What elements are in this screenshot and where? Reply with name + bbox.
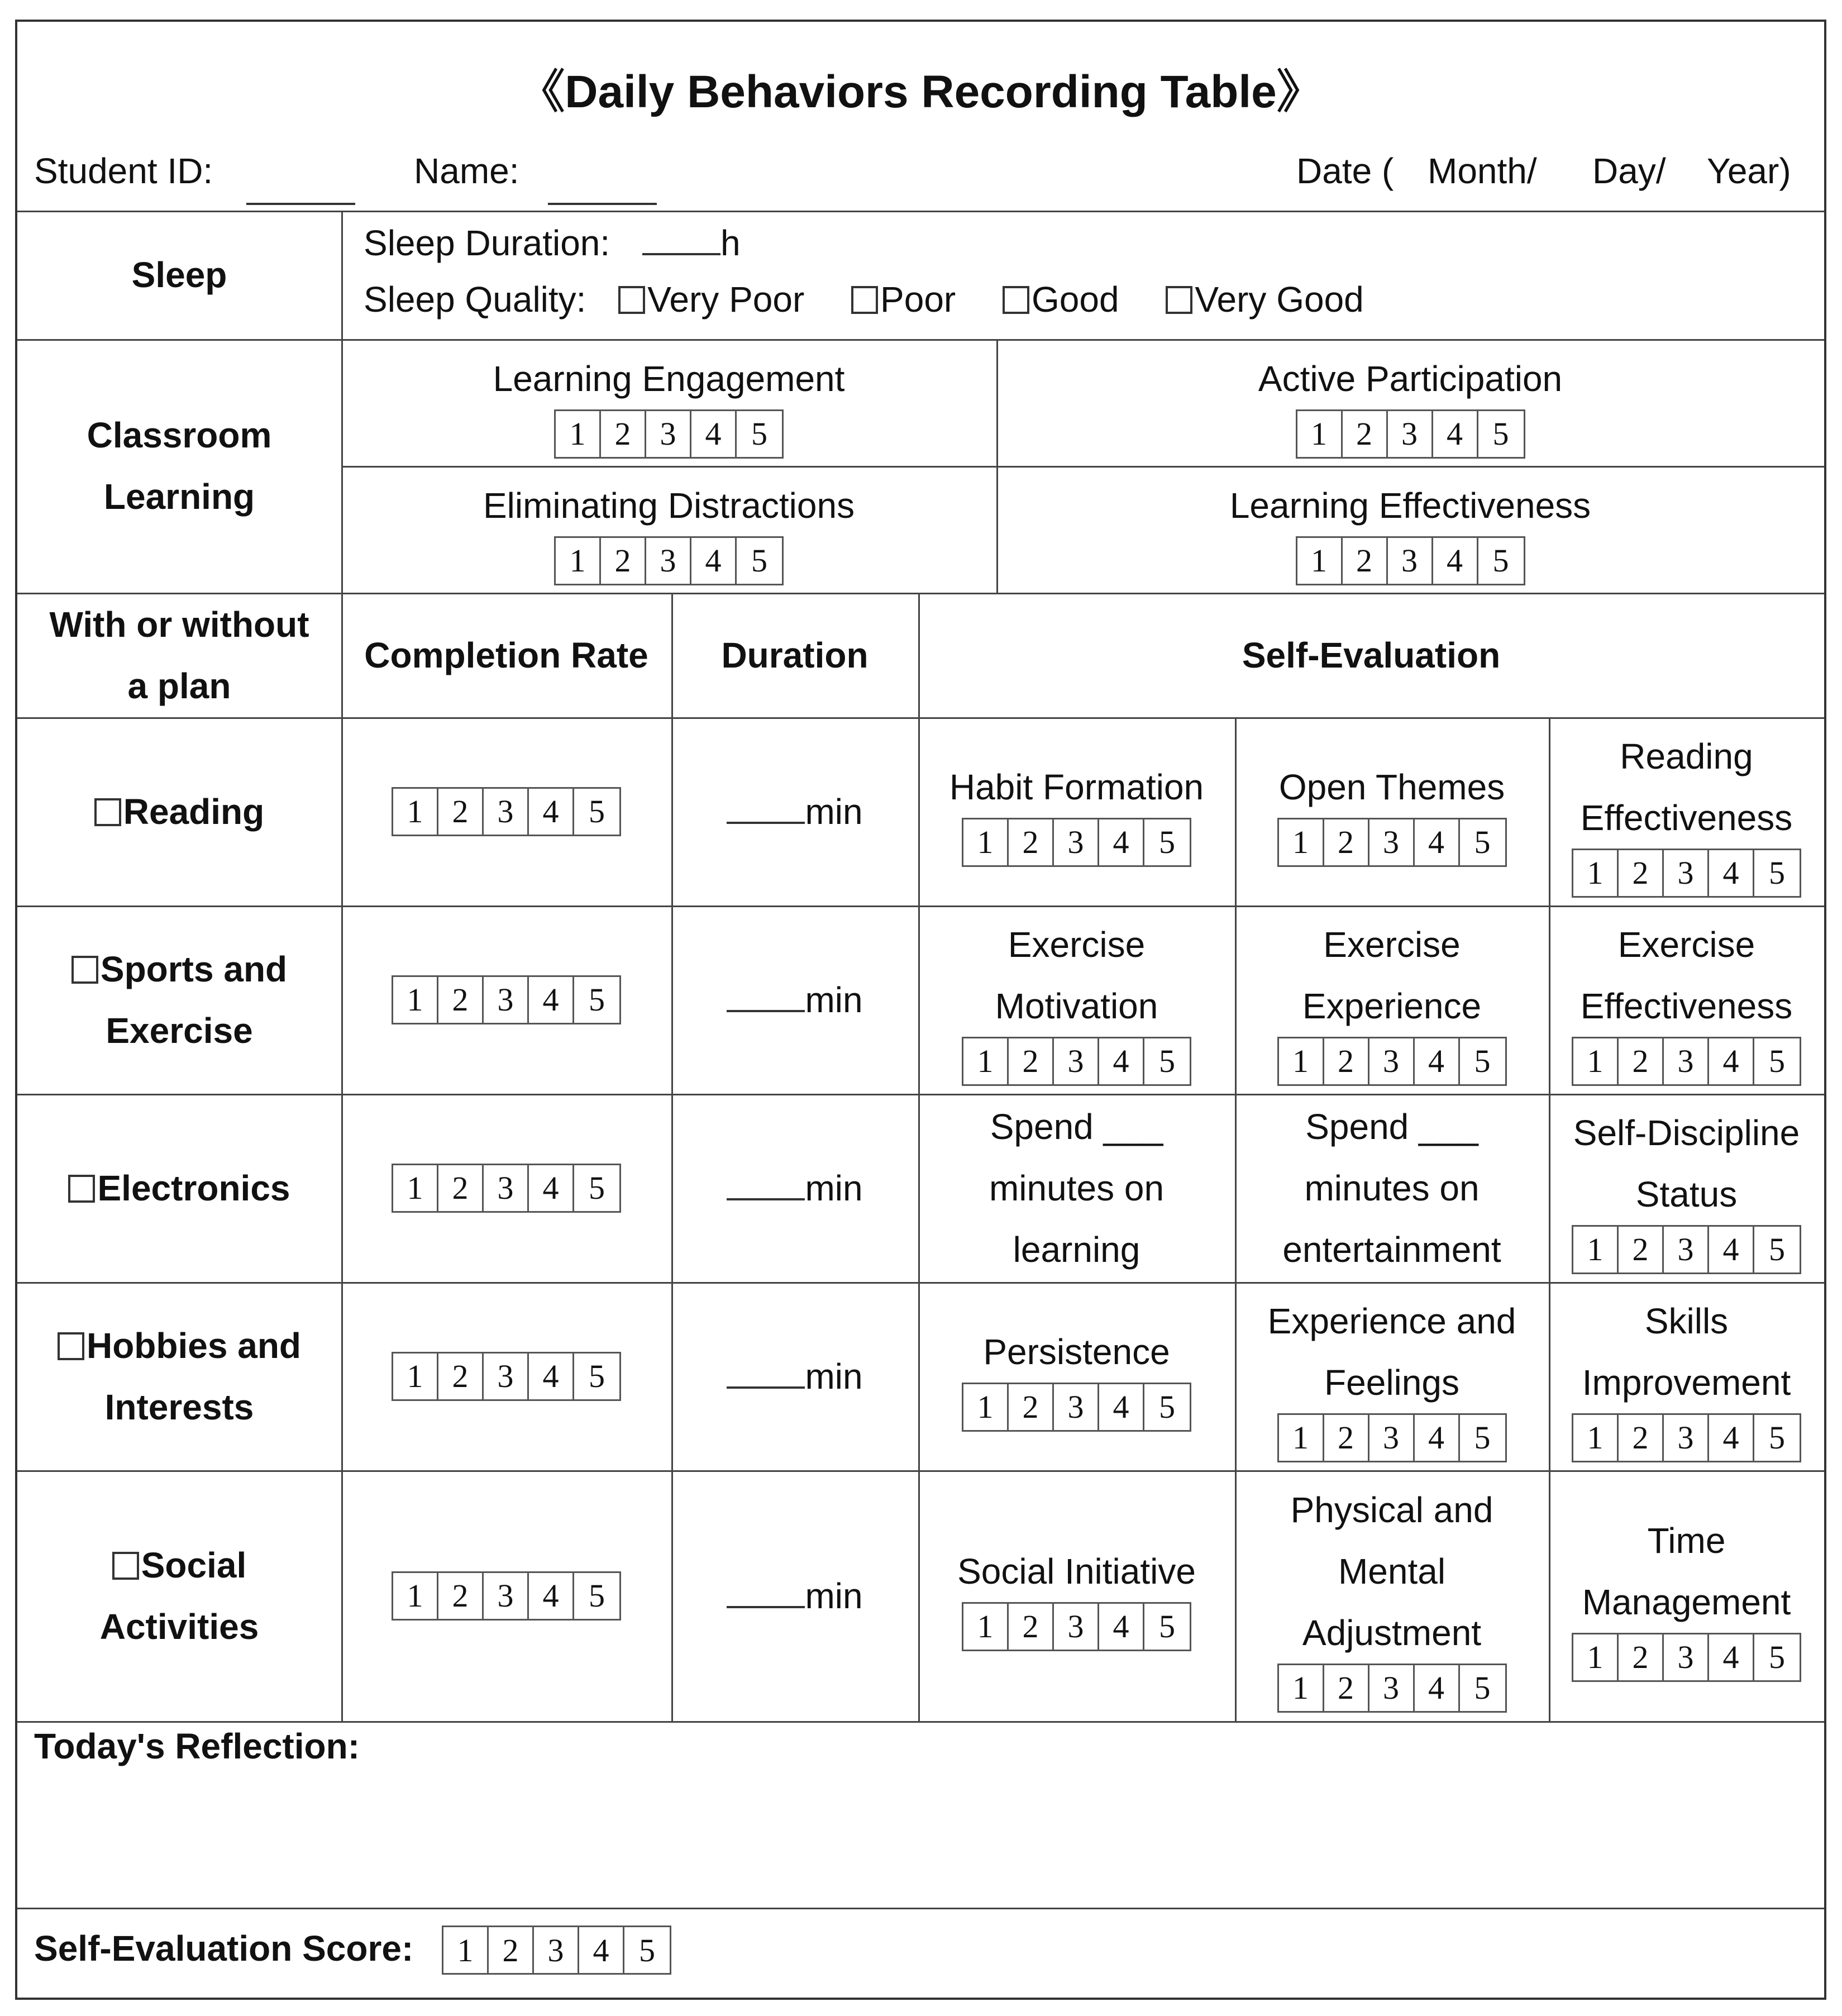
self-eval-sports-exercise-1: Exercise Motivation 1 2 3 4 5 <box>918 905 1235 1094</box>
rating-option[interactable]: 2 <box>1619 1415 1664 1461</box>
rating-option[interactable]: 1 <box>393 1353 438 1399</box>
completion-rate-reading <box>341 717 671 905</box>
rating-option[interactable]: 4 <box>1099 1038 1144 1084</box>
rating-option[interactable]: 2 <box>1324 1038 1369 1084</box>
duration-field[interactable] <box>727 1351 805 1389</box>
row-label-reading: Reading <box>17 717 341 905</box>
rating-option[interactable]: 4 <box>1433 411 1478 457</box>
duration-unit: min <box>805 1167 863 1208</box>
completion-rate-sports-exercise <box>341 905 671 1094</box>
rating-option[interactable]: 1 <box>443 1927 489 1973</box>
sleep-duration-field[interactable] <box>642 217 720 255</box>
rating-option[interactable]: 4 <box>529 1165 574 1211</box>
rating-option[interactable]: 4 <box>691 538 737 584</box>
rating-option[interactable]: 3 <box>484 1573 529 1619</box>
self-eval-social-activities-3: Time Management 1 2 3 4 5 <box>1549 1470 1824 1721</box>
rating-option[interactable]: 5 <box>1159 823 1175 860</box>
rating-option[interactable]: 5 <box>1769 1419 1785 1456</box>
rating-option[interactable]: 1 <box>963 1038 1009 1084</box>
checkbox-icon[interactable] <box>112 1552 139 1580</box>
rating-option[interactable]: 3 <box>646 411 691 457</box>
rating-option[interactable]: 4 <box>1709 1038 1754 1084</box>
rating-option[interactable]: 5 <box>589 1169 605 1206</box>
rating-option[interactable]: 5 <box>1474 1042 1491 1079</box>
rating-option[interactable]: 4 <box>1709 1415 1754 1461</box>
rating-option[interactable]: 4 <box>1709 1634 1754 1680</box>
rating-option[interactable]: 2 <box>1619 850 1664 896</box>
plan-column-header: With or without a plan <box>49 604 309 706</box>
rating-option[interactable]: 4 <box>529 789 574 835</box>
rating-option[interactable]: 5 <box>639 1932 655 1969</box>
rating-option[interactable]: 3 <box>534 1927 579 1973</box>
rating-option[interactable]: 5 <box>589 1357 605 1394</box>
rating-scale[interactable] <box>1572 1413 1801 1462</box>
rating-option[interactable]: 3 <box>1664 1038 1709 1084</box>
rating-option[interactable]: 4 <box>529 1573 574 1619</box>
row-label-hobbies-interests: Hobbies and Interests <box>17 1282 341 1470</box>
completion-rate-social-activities <box>341 1470 671 1721</box>
duration-field[interactable] <box>727 1570 805 1608</box>
reflection-label: Today's Reflection: <box>34 1726 360 1766</box>
rating-option[interactable]: 1 <box>1573 850 1619 896</box>
rating-scale[interactable] <box>392 975 621 1024</box>
rating-scale[interactable] <box>1572 849 1801 898</box>
rating-option[interactable]: 4 <box>691 411 737 457</box>
rating-scale[interactable] <box>1277 818 1507 867</box>
sleep-quality-label: Sleep Quality: <box>364 279 586 320</box>
rating-option[interactable]: 4 <box>1099 819 1144 865</box>
rating-option[interactable]: 5 <box>1492 415 1509 452</box>
rating-option[interactable]: 5 <box>589 793 605 830</box>
page-title: 《Daily Behaviors Recording Table》 <box>519 66 1323 117</box>
rating-option[interactable]: 5 <box>589 1577 605 1614</box>
rating-option[interactable]: 3 <box>484 1165 529 1211</box>
rating-option[interactable]: 3 <box>1388 411 1433 457</box>
row-label-electronics: Electronics <box>17 1094 341 1282</box>
rating-option[interactable]: 4 <box>1415 819 1460 865</box>
date-label: Date ( <box>1296 151 1394 191</box>
rating-option[interactable]: 5 <box>1769 1042 1785 1079</box>
rating-option[interactable]: 3 <box>484 977 529 1023</box>
rating-option[interactable]: 3 <box>1664 850 1709 896</box>
rating-option[interactable]: 5 <box>1159 1388 1175 1425</box>
self-eval-hobbies-interests-3: Skills Improvement 1 2 3 4 5 <box>1549 1282 1824 1470</box>
duration-social-activities <box>671 1470 918 1721</box>
rating-option[interactable]: 1 <box>1573 1038 1619 1084</box>
rating-option[interactable]: 5 <box>1474 823 1491 860</box>
rating-scale[interactable] <box>1296 536 1525 585</box>
checkbox-icon[interactable] <box>851 286 878 314</box>
rating-option[interactable]: 2 <box>438 1353 484 1399</box>
self-eval-hobbies-interests-1: Persistence 1 2 3 4 5 <box>918 1282 1235 1470</box>
rating-scale[interactable] <box>1277 1664 1507 1713</box>
score-label: Self-Evaluation Score: <box>34 1928 414 1969</box>
rating-option[interactable]: 1 <box>1297 411 1343 457</box>
date-year[interactable]: Year) <box>1707 151 1791 191</box>
duration-column-header: Duration <box>721 635 868 675</box>
name-label: Name: <box>414 151 519 191</box>
rating-option[interactable]: 2 <box>601 411 646 457</box>
rating-option[interactable]: 4 <box>529 977 574 1023</box>
rating-option[interactable]: 1 <box>1573 1415 1619 1461</box>
row-label-sports-exercise: Sports and Exercise <box>17 905 341 1094</box>
rating-option[interactable]: 3 <box>484 789 529 835</box>
rating-option[interactable]: 1 <box>393 1573 438 1619</box>
rating-scale[interactable] <box>554 536 784 585</box>
rating-option[interactable]: 4 <box>1099 1604 1144 1650</box>
rating-option[interactable]: 2 <box>489 1927 534 1973</box>
self-eval-reading-1: Habit Formation 1 2 3 4 5 <box>918 717 1235 905</box>
rating-option[interactable]: 2 <box>438 977 484 1023</box>
rating-option[interactable]: 2 <box>1009 1038 1054 1084</box>
learning-engagement: Learning Engagement 1 2 3 4 5 <box>341 340 996 466</box>
rating-scale[interactable] <box>1572 1037 1801 1086</box>
self-eval-social-activities-2: Physical and Mental Adjustment 1 2 3 4 5 <box>1235 1470 1549 1721</box>
rating-option[interactable]: 2 <box>438 1573 484 1619</box>
rating-option[interactable]: 4 <box>579 1927 624 1973</box>
sleep-label: Sleep <box>131 255 227 295</box>
duration-sports-exercise <box>671 905 918 1094</box>
duration-electronics <box>671 1094 918 1282</box>
rating-option[interactable]: 3 <box>484 1353 529 1399</box>
rating-option[interactable]: 5 <box>1159 1042 1175 1079</box>
rating-scale[interactable] <box>962 1037 1191 1086</box>
rating-scale[interactable] <box>1572 1633 1801 1682</box>
completion-rate-hobbies-interests <box>341 1282 671 1470</box>
duration-reading <box>671 717 918 905</box>
eliminating-distractions: Eliminating Distractions 1 2 3 4 5 <box>341 467 996 593</box>
rating-scale[interactable] <box>392 1352 621 1401</box>
rating-option[interactable]: 2 <box>1009 1384 1054 1430</box>
rating-option[interactable]: 4 <box>1415 1665 1460 1711</box>
rating-option[interactable]: 3 <box>1664 1634 1709 1680</box>
rating-scale[interactable] <box>962 1602 1191 1651</box>
classroom-label: Classroom Learning <box>87 415 272 517</box>
self-evaluation-score-rating[interactable] <box>442 1926 671 1975</box>
sleep-option-very-good[interactable]: Very Good <box>1166 279 1363 320</box>
rating-option[interactable]: 1 <box>393 789 438 835</box>
rating-option[interactable]: 1 <box>556 538 601 584</box>
rating-option[interactable]: 4 <box>1415 1415 1460 1461</box>
rating-scale[interactable] <box>1572 1225 1801 1274</box>
student-id-field[interactable] <box>246 160 355 205</box>
duration-hobbies-interests <box>671 1282 918 1470</box>
duration-field[interactable] <box>727 974 805 1012</box>
rating-option[interactable]: 3 <box>1369 1415 1415 1461</box>
self-eval-electronics-2: Spend ___ minutes on entertainment <box>1282 1106 1501 1270</box>
rating-scale[interactable] <box>554 409 784 459</box>
sleep-duration-unit: h <box>720 223 741 263</box>
checkbox-icon[interactable] <box>94 798 121 826</box>
rating-option[interactable]: 2 <box>1619 1227 1664 1272</box>
checkbox-icon[interactable] <box>71 956 98 984</box>
duration-unit: min <box>805 1356 863 1397</box>
rating-option[interactable]: 4 <box>1433 538 1478 584</box>
rating-option[interactable]: 1 <box>963 1604 1009 1650</box>
duration-unit: min <box>805 1575 863 1616</box>
name-field[interactable] <box>548 160 657 205</box>
rating-option[interactable]: 2 <box>1343 538 1388 584</box>
rating-option[interactable]: 1 <box>556 411 601 457</box>
sleep-option-good[interactable]: Good <box>1003 279 1119 320</box>
student-id-label: Student ID: <box>34 151 213 191</box>
rating-option[interactable]: 3 <box>1054 1604 1099 1650</box>
sleep-option-very-poor[interactable]: Very Poor <box>618 279 804 320</box>
divider <box>17 1721 1824 1723</box>
rating-option[interactable]: 3 <box>1369 1665 1415 1711</box>
duration-field[interactable] <box>727 1162 805 1200</box>
rating-option[interactable]: 1 <box>1573 1634 1619 1680</box>
completion-rate-electronics <box>341 1094 671 1282</box>
rating-option[interactable]: 2 <box>1009 819 1054 865</box>
self-eval-hobbies-interests-2: Experience and Feelings 1 2 3 4 5 <box>1235 1282 1549 1470</box>
completion-column-header: Completion Rate <box>364 635 648 675</box>
rating-scale[interactable] <box>1296 409 1525 459</box>
divider <box>17 1908 1824 1909</box>
rating-option[interactable]: 1 <box>393 977 438 1023</box>
date-month[interactable]: Month/ <box>1428 151 1537 191</box>
rating-scale[interactable] <box>392 787 621 836</box>
rating-scale[interactable] <box>1277 1037 1507 1086</box>
duration-unit: min <box>805 979 863 1020</box>
rating-option[interactable]: 1 <box>1279 1665 1324 1711</box>
rating-option[interactable]: 1 <box>1297 538 1343 584</box>
date-day[interactable]: Day/ <box>1592 151 1666 191</box>
sleep-quality <box>364 279 1364 320</box>
rating-option[interactable]: 2 <box>438 789 484 835</box>
self-eval-sports-exercise-3: Exercise Effectiveness 1 2 3 4 5 <box>1549 905 1824 1094</box>
checkbox-icon[interactable] <box>1166 286 1192 314</box>
rating-option[interactable]: 3 <box>1054 1038 1099 1084</box>
rating-option[interactable]: 2 <box>1343 411 1388 457</box>
self-evaluation-column-header: Self-Evaluation <box>1242 635 1501 675</box>
rating-option[interactable]: 4 <box>1709 850 1754 896</box>
checkbox-icon[interactable] <box>58 1332 84 1360</box>
checkbox-icon[interactable] <box>618 286 645 314</box>
rating-scale[interactable] <box>392 1164 621 1213</box>
rating-option[interactable]: 5 <box>1474 1669 1491 1706</box>
rating-option[interactable]: 5 <box>1492 542 1509 579</box>
recording-table <box>15 20 1826 2000</box>
self-eval-social-activities-1: Social Initiative 1 2 3 4 5 <box>918 1470 1235 1721</box>
rating-option[interactable]: 1 <box>1279 1415 1324 1461</box>
rating-option[interactable]: 3 <box>1388 538 1433 584</box>
rating-option[interactable]: 2 <box>438 1165 484 1211</box>
self-eval-electronics-3: Self-Discipline Status 1 2 3 4 5 <box>1549 1094 1824 1282</box>
self-eval-reading-2: Open Themes 1 2 3 4 5 <box>1235 717 1549 905</box>
rating-option[interactable]: 1 <box>963 1384 1009 1430</box>
rating-option[interactable]: 2 <box>1619 1038 1664 1084</box>
rating-option[interactable]: 2 <box>1324 819 1369 865</box>
rating-option[interactable]: 1 <box>1573 1227 1619 1272</box>
rating-option[interactable]: 2 <box>1324 1415 1369 1461</box>
rating-option[interactable]: 2 <box>1009 1604 1054 1650</box>
rating-option[interactable]: 2 <box>1619 1634 1664 1680</box>
rating-option[interactable]: 3 <box>1369 1038 1415 1084</box>
rating-option[interactable]: 5 <box>751 542 767 579</box>
rating-option[interactable]: 3 <box>1054 1384 1099 1430</box>
rating-option[interactable]: 3 <box>1054 819 1099 865</box>
row-label-social-activities: Social Activities <box>99 1545 259 1647</box>
rating-option[interactable]: 2 <box>1324 1665 1369 1711</box>
duration-field[interactable] <box>727 786 805 824</box>
checkbox-icon[interactable] <box>68 1175 95 1203</box>
duration-unit: min <box>805 791 863 832</box>
rating-option[interactable]: 5 <box>1769 854 1785 891</box>
self-eval-reading-3: Reading Effectiveness 1 2 3 4 5 <box>1549 717 1824 905</box>
rating-option[interactable]: 4 <box>1415 1038 1460 1084</box>
rating-option[interactable]: 3 <box>1664 1227 1709 1272</box>
rating-option[interactable]: 5 <box>1474 1419 1491 1456</box>
reflection-field[interactable] <box>34 1787 1805 1899</box>
rating-option[interactable]: 5 <box>589 981 605 1018</box>
rating-scale[interactable] <box>962 818 1191 867</box>
rating-option[interactable]: 3 <box>1664 1415 1709 1461</box>
sleep-duration: Sleep Duration: h <box>364 217 741 264</box>
rating-option[interactable]: 4 <box>1099 1384 1144 1430</box>
sleep-option-poor[interactable]: Poor <box>851 279 956 320</box>
rating-option[interactable]: 1 <box>963 819 1009 865</box>
rating-option[interactable]: 5 <box>1769 1638 1785 1675</box>
active-participation: Active Participation 1 2 3 4 5 <box>996 340 1824 466</box>
rating-option[interactable]: 3 <box>1369 819 1415 865</box>
rating-option[interactable]: 1 <box>393 1165 438 1211</box>
checkbox-icon[interactable] <box>1003 286 1029 314</box>
rating-option[interactable]: 5 <box>1159 1608 1175 1645</box>
rating-option[interactable]: 2 <box>601 538 646 584</box>
rating-option[interactable]: 1 <box>1279 819 1324 865</box>
self-eval-electronics-1: Spend ___ minutes on learning <box>989 1106 1165 1270</box>
self-eval-sports-exercise-2: Exercise Experience 1 2 3 4 5 <box>1235 905 1549 1094</box>
rating-scale[interactable] <box>1277 1413 1507 1462</box>
learning-effectiveness: Learning Effectiveness 1 2 3 4 5 <box>996 467 1824 593</box>
rating-option[interactable]: 5 <box>751 415 767 452</box>
rating-option[interactable]: 5 <box>1769 1231 1785 1267</box>
rating-option[interactable]: 3 <box>646 538 691 584</box>
rating-scale[interactable] <box>962 1383 1191 1432</box>
rating-option[interactable]: 1 <box>1279 1038 1324 1084</box>
rating-scale[interactable] <box>392 1571 621 1621</box>
rating-option[interactable]: 4 <box>529 1353 574 1399</box>
rating-option[interactable]: 4 <box>1709 1227 1754 1272</box>
